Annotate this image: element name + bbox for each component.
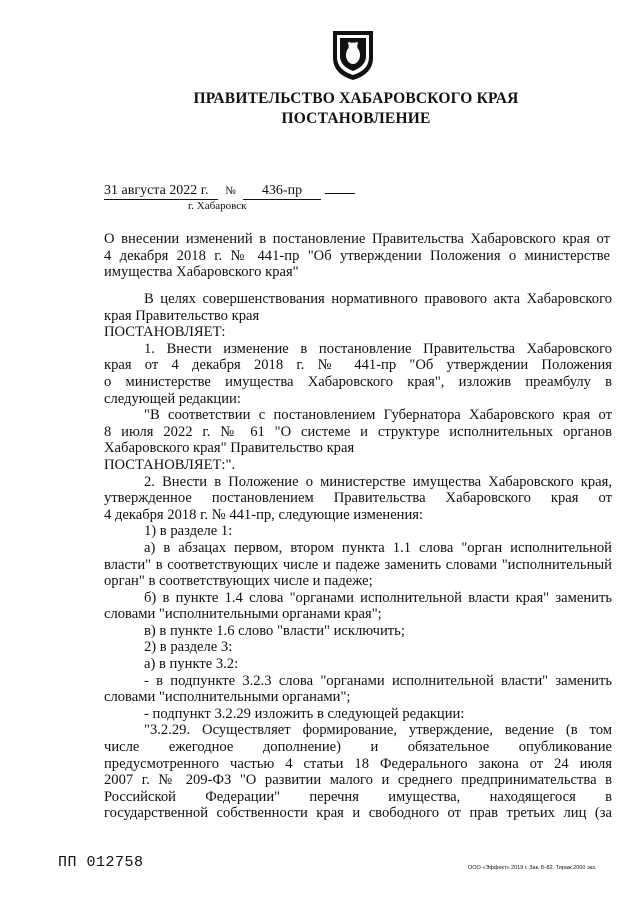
body-line: 1) в разделе 1: (144, 523, 233, 540)
body-line: утвержденное постановлением Правительства Хабаровского края от (104, 490, 612, 507)
government-heading: ПРАВИТЕЛЬСТВО ХАБАРОВСКОГО КРАЯ (193, 90, 519, 107)
body-line: - в подпункте 3.2.3 слова "органами исполнительной власти" заменить (144, 672, 612, 689)
body-line: о министерстве имущества Хабаровского края", изложив преамбулу в (104, 373, 612, 390)
body-line: ПОСТАНОВЛЯЕТ: (104, 324, 226, 341)
document-subject (104, 231, 610, 281)
body-line: края от 4 декабря 2018 г. № 441-пр "Об утверждении Положения (104, 357, 612, 374)
body-line: - подпункт 3.2.29 изложить в следующей редакции: (144, 705, 465, 722)
body-line: В целях совершенствования нормативного правового акта Хабаровского (144, 291, 612, 307)
subject-line: О внесении изменений в постановление Правительства Хабаровского края от (104, 231, 610, 247)
body-line: а) в пункте 3.2: (144, 656, 239, 673)
body-line: словами "исполнительными органами"; (104, 689, 351, 706)
body-line: словами "исполнительными органами края"; (104, 606, 382, 623)
city-label: г. Хабаровск (188, 200, 247, 212)
document-body (104, 291, 612, 822)
body-line: в) в пункте 1.6 слово "власти" исключить; (144, 622, 405, 639)
body-line: а) в абзацах первом, втором пункта 1.1 слова "орган исполнительной (144, 539, 612, 556)
form-serial-code: ПП 012758 (58, 854, 144, 871)
body-line: 4 декабря 2018 г. № 441-пр, следующие изменения: (104, 506, 424, 523)
body-line: "В соответствии с постановлением Губернатора Хабаровского края от (144, 407, 612, 424)
coat-of-arms-emblem (330, 28, 376, 82)
document-date: 31 августа 2022 г. (104, 183, 218, 200)
body-line: 8 июля 2022 г. № 61 "О системе и структуре исполнительных органов (104, 423, 612, 440)
body-line: орган" в соответствующих числе и падеже; (104, 573, 373, 590)
body-line: 2007 г. № 209-ФЗ "О развитии малого и среднего предпринимательства в (104, 772, 612, 789)
document-type-heading: ПОСТАНОВЛЕНИЕ (281, 110, 431, 127)
body-line: Российской Федерации" перечня имущества, находящегося в (104, 788, 612, 805)
body-line: власти" в соответствующих числе и падеже заменить словами "исполнительный (104, 556, 612, 573)
body-line: б) в пункте 1.4 слова "органами исполнительной власти края" заменить (144, 589, 612, 606)
date-number-line (104, 183, 355, 200)
body-line: 2. Внести в Положение о министерстве имущества Хабаровского края, (144, 473, 612, 490)
body-line: следующей редакции: (104, 390, 241, 407)
body-line: Хабаровского края" Правительство края (104, 440, 355, 457)
body-line: предусмотренного частью 4 статьи 18 Федерального закона от 24 июля (104, 755, 612, 772)
number-sign: № (225, 185, 236, 197)
subject-line: 4 декабря 2018 г. № 441-пр "Об утверждении Положения о министерстве (104, 247, 610, 264)
number-underline-tail (325, 193, 355, 194)
body-line: 2) в разделе 3: (144, 639, 233, 656)
subject-line: имущества Хабаровского края" (104, 264, 299, 281)
body-line: 1. Внести изменение в постановление Правительства Хабаровского (144, 340, 612, 357)
document-number: 436-пр (243, 183, 321, 200)
printing-imprint: ООО «Эффект» 2019 г. Зак. Б-82. Тираж 2000 экз. (468, 865, 597, 871)
body-line: числе ежегодное дополнение) и обязательное опубликование (104, 739, 612, 756)
body-line: "3.2.29. Осуществляет формирование, утверждение, ведение (в том (144, 722, 612, 739)
body-line: ПОСТАНОВЛЯЕТ:". (104, 456, 236, 473)
body-line: государственной собственности края и свободного от прав третьих лиц (за (104, 805, 612, 822)
body-line: края Правительство края (104, 307, 260, 324)
